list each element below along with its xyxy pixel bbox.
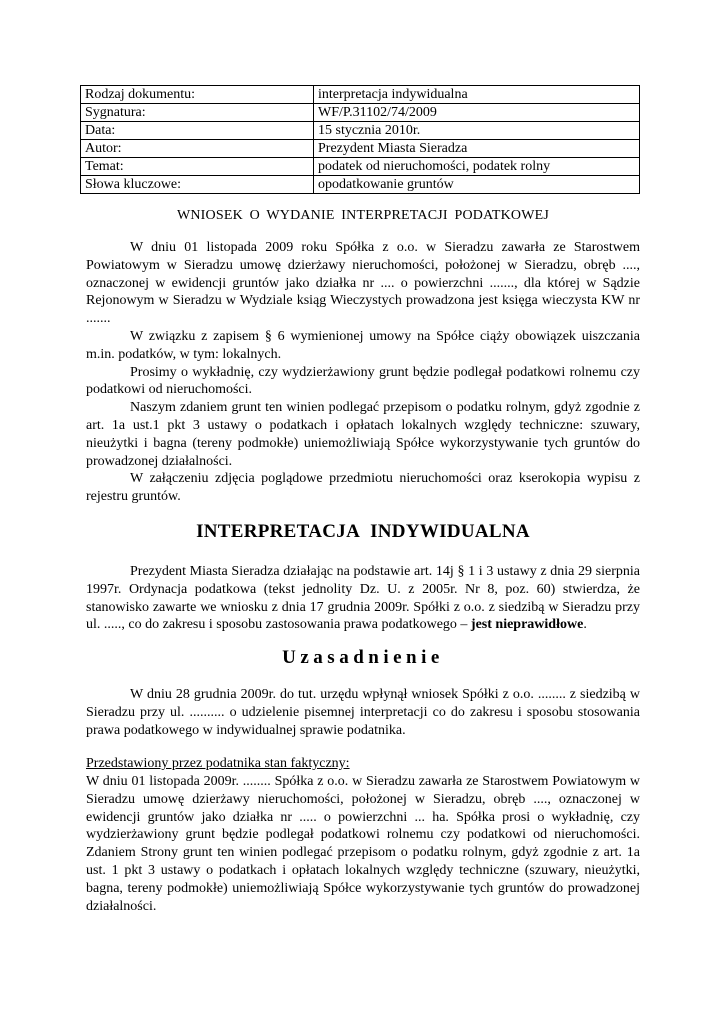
interpretation-text: Prezydent Miasta Sieradza działając na podstawie art. 14j § 1 i 3 ustawy z dnia 29 sierpnia 1997r. Ordynacja podatkowa (tekst jednolity Dz. U. z 2005r. Nr 8, poz. 60) stwierdza, że stanowisko zawarte we wniosku z dnia 17 grudnia 2009r. Spółki z o.o. z siedzibą w Sieradzu przy ul. ....., co do zakresu i sposobu zastosowania prawa podatkowego (86, 564, 640, 633)
interpretation-paragraph (86, 563, 640, 634)
metadata-value: interpretacja indywidualna (314, 86, 640, 104)
verdict-suffix: . (583, 617, 587, 633)
metadata-key: Słowa kluczowe: (81, 176, 314, 194)
interpretation-title: INTERPRETACJA INDYWIDUALNA (196, 521, 530, 542)
metadata-row (81, 140, 640, 158)
justification-body (86, 686, 640, 739)
request-paragraph: W dniu 01 listopada 2009 roku Spółka z o.o. w Sieradzu zawarła ze Starostwem Powiatowym w Sieradzu umowę dzierżawy nieruchomości, położonej w Sieradzu, obręb ...., oznaczonej w ewidencji gruntów jako działka nr .... o powierzchni ......., dla której w Sądzie Rejonowym w Sieradzu w Wydziale ksiąg Wieczystych prowadzona jest księga wieczysta KW nr ....... (86, 240, 640, 327)
metadata-value: WF/P.31102/74/2009 (314, 104, 640, 122)
metadata-key: Data: (81, 122, 314, 140)
request-title: WNIOSEK O WYDANIE INTERPRETACJI PODATKOWEJ (176, 208, 550, 223)
verdict-text: jest nieprawidłowe (470, 617, 584, 633)
metadata-key: Sygnatura: (81, 104, 314, 122)
facts-heading: Przedstawiony przez podatnika stan faktyczny: (86, 756, 350, 771)
verdict-prefix: – (460, 617, 471, 633)
request-paragraph: W załączeniu zdjęcia poglądowe przedmiotu nieruchomości oraz kserokopia wypisu z rejestru gruntów. (86, 471, 640, 505)
metadata-row (81, 176, 640, 194)
metadata-value: opodatkowanie gruntów (314, 176, 640, 194)
metadata-key: Temat: (81, 158, 314, 176)
request-paragraph: W związku z zapisem § 6 wymienionej umowy na Spółce ciąży obowiązek uiszczania m.in. podatków, w tym: lokalnych. (86, 328, 640, 362)
request-body (86, 239, 640, 506)
metadata-key: Autor: (81, 140, 314, 158)
metadata-value: 15 stycznia 2010r. (314, 122, 640, 140)
facts-body (86, 773, 640, 915)
interpretation-body (86, 563, 640, 634)
metadata-table (80, 85, 640, 194)
request-paragraph: Naszym zdaniem grunt ten winien podlegać przepisom o podatku rolnym, gdyż zgodnie z art. 1a ust.1 pkt 3 ustawy o podatkach i opłatach lokalnych względy techniczne: szuwary, nieużytki i bagna (tereny podmokłe) uniemożliwiają Spółce wykorzystywanie tych gruntów do prowadzonej działalności. (86, 400, 640, 469)
justification-paragraph: W dniu 28 grudnia 2009r. do tut. urzędu wpłynął wniosek Spółki z o.o. ........ z siedzibą w Sieradzu przy ul. .......... o udzielenie pisemnej interpretacji co do zakresu i sposobu stosowania prawa podatkowego w indywidualnej sprawie podatnika. (86, 687, 640, 738)
metadata-value: Prezydent Miasta Sieradza (314, 140, 640, 158)
metadata-row (81, 86, 640, 104)
metadata-key: Rodzaj dokumentu: (81, 86, 314, 104)
request-paragraph: Prosimy o wykładnię, czy wydzierżawiony grunt będzie podlegał podatkowi rolnemu czy podatkowi od nieruchomości. (86, 364, 640, 398)
metadata-value: podatek od nieruchomości, podatek rolny (314, 158, 640, 176)
metadata-row (81, 104, 640, 122)
justification-title: Uzasadnienie (282, 647, 444, 668)
facts-paragraph: W dniu 01 listopada 2009r. ........ Spółka z o.o. w Sieradzu zawarła ze Starostwem Powiatowym w Sieradzu umowę dzierżawy nieruchomości, położonej w Sieradzu, obręb ...., oznaczonej w ewidencji gruntów jako działka nr ..... o powierzchni ... ha. Spółka prosi o wykładnię, czy wydzierżawiony grunt będzie podlegał podatkowi rolnemu czy podatkowi od nieruchomości. Zdaniem Strony grunt ten winien podlegać przepisom o podatku rolnym, gdyż zgodnie z art. 1a ust. 1 pkt 3 ustawy o podatkach i opłatach lokalnych względy techniczne (szuwary, nieużytki, bagna, tereny podmokłe) uniemożliwiają Spółce wykorzystywanie tych gruntów do prowadzonej działalności. (86, 774, 640, 914)
metadata-row (81, 158, 640, 176)
metadata-row (81, 122, 640, 140)
